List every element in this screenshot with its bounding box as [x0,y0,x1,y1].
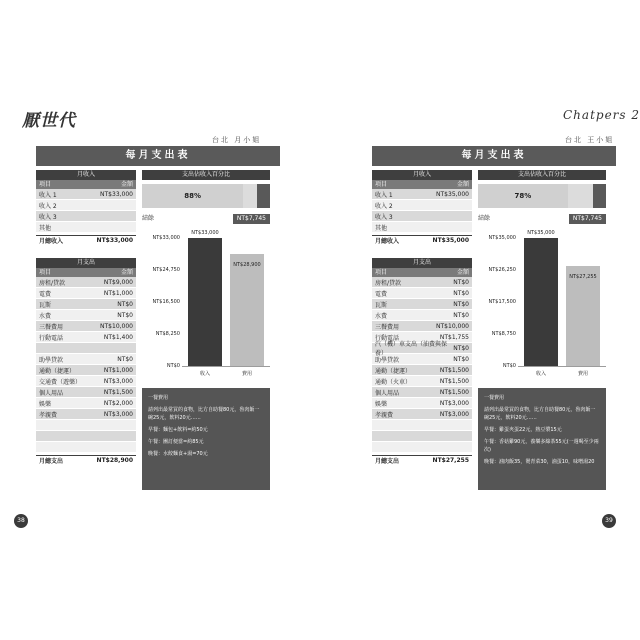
row-label: 助學貸款 [39,356,64,364]
column-amount-label: 金額 [120,269,133,276]
row-amount: NT$3,000 [103,410,133,418]
balance-label: 結餘 [142,215,155,222]
note-line: 請列出最常買的食物，比方自助餐80元，魯肉飯一碗25元，飲料20元…… [484,407,596,421]
column-amount-label: 金額 [120,181,133,188]
table-row [372,376,472,387]
row-amount: NT$3,000 [439,399,469,407]
row-label: 收入 1 [375,191,393,199]
row-label: 三餐費用 [39,323,64,331]
table-row [36,189,136,200]
y-tick-label: NT$33,000 [152,235,180,241]
column-item-label: 項目 [39,181,52,188]
page-right [360,92,628,528]
category-label: 費用 [577,371,588,377]
column-amount-label: 金額 [456,269,469,276]
row-label: 收入 1 [39,191,57,199]
row-label: 通勤（捷運） [375,367,412,375]
table-row [36,398,136,409]
percent-value: 78% [514,192,532,200]
table-row [36,365,136,376]
table-row [36,277,136,288]
column-amount-label: 金額 [456,181,469,188]
row-amount: NT$1,500 [439,388,469,396]
row-label: 孝親費 [375,411,394,419]
total-label: 月總收入 [375,238,400,245]
income-total-row [372,235,472,246]
bar-value-label: NT$33,000 [191,230,219,236]
row-label: 行動電話 [39,334,64,342]
bar-value-label: NT$28,900 [233,261,261,268]
page-title: 每月支出表 [36,146,280,166]
percent-title: 支出佔收入百分比 [142,170,270,180]
row-amount: NT$1,400 [103,333,133,341]
row-amount: NT$0 [453,278,469,286]
table-row [372,189,472,200]
bar-value-label: NT$27,255 [569,274,597,281]
income-bar [188,238,222,366]
table-row [36,376,136,387]
row-label: 行動電話 [375,334,400,342]
column-item-label: 項目 [375,269,388,276]
table-row [36,299,136,310]
table-row [372,409,472,420]
note-line: 晚餐：滷肉飯35，燙青菜30，滷蛋10，味噌湯20 [484,459,595,465]
row-label: 其他 [39,224,52,232]
page-title: 每月支出表 [372,146,616,166]
income-bar [524,238,558,366]
percent-title: 支出佔收入百分比 [478,170,606,180]
table-row [372,222,472,233]
table-row [372,398,472,409]
expense-table [36,258,136,466]
table-row [372,442,472,453]
category-label: 收入 [199,371,210,377]
expense-percent-box [478,170,606,224]
row-amount: NT$0 [117,355,133,363]
income-table-header [36,180,136,189]
y-tick-label: NT$8,750 [491,331,516,337]
row-amount: NT$9,000 [103,278,133,286]
column-item-label: 項目 [375,181,388,188]
row-amount: NT$2,000 [103,399,133,407]
percent-fill [478,184,568,208]
table-row [36,200,136,211]
x-axis-line [518,366,606,367]
category-label: 費用 [241,371,252,377]
y-tick-label: NT$0 [166,363,180,369]
income-expense-bar-chart [142,230,270,380]
row-amount: NT$0 [453,344,469,352]
income-total-row [36,235,136,246]
table-row [372,277,472,288]
row-label: 個人用品 [375,389,400,397]
row-label: 瓦斯 [375,301,388,309]
x-axis-line [182,366,270,367]
row-label: 孝親費 [39,411,58,419]
income-table-title: 月收入 [372,170,472,180]
row-amount: NT$1,500 [439,377,469,385]
percent-value: 88% [184,192,202,200]
total-amount: NT$28,900 [96,457,133,464]
note-line: 請列出最常買的食物，比方自助餐80元，魯肉飯一碗25元，飲料20元…… [148,407,260,421]
balance-label: 結餘 [478,215,491,222]
row-amount: NT$0 [453,311,469,319]
percent-fill [142,184,243,208]
note-line: 晚餐：水餃麵食+湯=70元 [148,451,208,457]
table-row [36,321,136,332]
note-line: 早餐：麵包+飲料=約50元 [148,427,208,433]
row-amount: NT$0 [117,300,133,308]
row-amount: NT$10,000 [436,322,469,330]
column-item-label: 項目 [39,269,52,276]
expense-table-header [36,268,136,277]
table-row [372,420,472,431]
table-row [36,387,136,398]
table-row [36,222,136,233]
row-amount: NT$35,000 [436,190,469,198]
balance-row [142,214,270,224]
row-label: 收入 2 [375,202,393,210]
row-label: 收入 2 [39,202,57,210]
row-label: 收入 3 [375,213,393,221]
total-label: 月總支出 [39,458,64,465]
row-label: 娛樂 [39,400,52,408]
row-label: 三餐費用 [375,323,400,331]
table-row [372,387,472,398]
table-row [36,343,136,354]
table-row [36,442,136,453]
expense-table-header [372,268,472,277]
row-amount: NT$1,500 [103,388,133,396]
row-amount: NT$33,000 [100,190,133,198]
page-subtitle-right: 台北 王小姐 [565,136,615,144]
table-row [372,211,472,222]
row-label: 汽（機）車支出（油費與保養） [375,341,448,357]
table-row [372,321,472,332]
income-table-header [372,180,472,189]
percent-remainder [257,184,270,208]
row-label: 其他 [375,224,388,232]
income-expense-bar-chart [478,230,606,380]
category-label: 收入 [535,371,546,377]
table-row [36,420,136,431]
y-tick-label: NT$35,000 [488,235,516,241]
percent-bar [142,184,270,208]
table-row [372,431,472,442]
table-row [36,332,136,343]
row-label: 個人用品 [39,389,64,397]
total-label: 月總支出 [375,458,400,465]
y-tick-label: NT$24,750 [152,267,180,273]
table-row [36,354,136,365]
brand-logo-left: 厭世代 [22,111,76,131]
row-label: 電費 [375,290,388,298]
meal-cost-note [142,388,270,490]
row-amount: NT$1,000 [103,289,133,297]
row-amount: NT$0 [117,311,133,319]
page-number-left: 38 [14,514,28,528]
expense-percent-box [142,170,270,224]
expense-bar [230,254,264,366]
row-label: 通勤（捷運） [39,367,76,375]
expense-total-row [372,455,472,466]
table-row [36,288,136,299]
row-amount: NT$0 [453,355,469,363]
expense-table [372,258,472,466]
table-row [372,310,472,321]
row-amount: NT$0 [453,289,469,297]
table-row [372,299,472,310]
brand-logo-right: Chatpers 2 [563,108,640,122]
table-row [372,200,472,211]
meal-cost-note [478,388,606,490]
expense-total-row [36,455,136,466]
table-row [36,310,136,321]
row-amount: NT$3,000 [103,377,133,385]
page-number-right: 39 [602,514,616,528]
y-tick-label: NT$0 [502,363,516,369]
row-label: 娛樂 [375,400,388,408]
row-label: 交通費（遊樂） [39,378,82,386]
row-amount: NT$3,000 [439,410,469,418]
table-row [372,365,472,376]
row-label: 通勤（火車） [375,378,412,386]
row-label: 水費 [375,312,388,320]
percent-bar [478,184,606,208]
expense-table-title: 月支出 [36,258,136,268]
bar-value-label: NT$35,000 [527,230,555,236]
row-amount: NT$0 [453,300,469,308]
y-tick-label: NT$16,500 [152,299,180,305]
note-line: 一餐費用 [484,395,505,401]
income-table-title: 月收入 [36,170,136,180]
row-label: 房租/貸款 [39,279,66,287]
y-tick-label: NT$17,500 [488,299,516,305]
note-line: 午餐：團訂便當=約85元 [148,439,204,445]
total-amount: NT$33,000 [96,237,133,244]
row-label: 房租/貸款 [375,279,402,287]
note-line: 一餐費用 [148,395,169,401]
row-label: 助學貸款 [375,356,400,364]
expense-table-title: 月支出 [372,258,472,268]
income-table [372,170,472,246]
balance-value: NT$7,745 [569,214,606,224]
balance-row [478,214,606,224]
y-tick-label: NT$8,250 [155,331,180,337]
note-line: 午餐：香菇雞90元，養樂多綠茶55元(一週喝至少兩次) [484,439,599,453]
table-row [372,288,472,299]
total-amount: NT$27,255 [432,457,469,464]
expense-bar [566,266,600,366]
page-left [12,92,280,528]
row-label: 水費 [39,312,52,320]
table-row [372,341,472,357]
table-row [36,211,136,222]
row-amount: NT$1,755 [439,333,469,341]
total-label: 月總收入 [39,238,64,245]
row-label: 電費 [39,290,52,298]
row-amount: NT$10,000 [100,322,133,330]
row-label: 收入 3 [39,213,57,221]
row-amount: NT$1,500 [439,366,469,374]
y-tick-label: NT$26,250 [488,267,516,273]
page-subtitle-left: 台北 月小姐 [212,136,262,144]
row-label: 瓦斯 [39,301,52,309]
income-table [36,170,136,246]
total-amount: NT$35,000 [432,237,469,244]
row-amount: NT$1,000 [103,366,133,374]
note-line: 早餐：雞蛋夾蛋22元，熱豆漿15元 [484,427,562,433]
table-row [36,431,136,442]
balance-value: NT$7,745 [233,214,270,224]
table-row [36,409,136,420]
percent-remainder [593,184,606,208]
